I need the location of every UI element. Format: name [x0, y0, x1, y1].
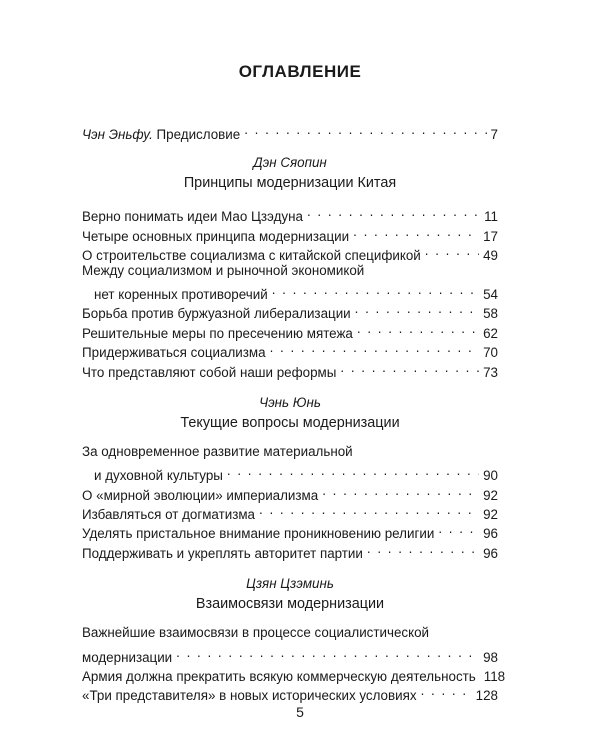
- toc-entry-text: «Три представителя» в новых исторических условиях: [82, 688, 417, 704]
- toc-page-number: 92: [483, 487, 498, 503]
- toc-entry: [82, 202, 498, 225]
- toc-entry-text-continued: модернизации: [82, 649, 173, 665]
- toc-page-number: 62: [483, 325, 498, 341]
- toc-page-number: 49: [483, 248, 498, 264]
- toc-entry-text: Между социализмом и рыночной экономикой: [82, 262, 365, 278]
- dot-leader: [322, 481, 479, 500]
- dot-leader: [355, 299, 479, 318]
- page-title: ОГЛАВЛЕНИЕ: [238, 62, 362, 81]
- dot-leader: [438, 519, 479, 538]
- preface-title: Предисловие: [152, 127, 241, 142]
- toc-entry-text: Важнейшие взаимосвязи в процессе социалистической: [82, 625, 430, 641]
- toc-entry: [82, 280, 498, 302]
- section-title: Текущие вопросы модернизации: [180, 414, 400, 431]
- table-of-contents: [82, 120, 506, 704]
- toc-entry-preface: [82, 120, 498, 142]
- page-number: 5: [296, 704, 304, 720]
- dot-leader: [425, 241, 479, 260]
- toc-page-number: 128: [475, 688, 498, 704]
- preface-author: Чэн Эньфу.: [82, 127, 153, 142]
- toc-entry-text-continued: нет коренных противоречий: [94, 286, 268, 302]
- toc-entry-text: Армия должна прекратить всякую коммерческую деятельность: [82, 669, 476, 685]
- toc-entry-text: Придерживаться социализма: [82, 345, 266, 361]
- section-author: Цзян Цзэминь: [246, 576, 334, 592]
- toc-entry-text: За одновременное развитие материальной: [82, 443, 353, 459]
- toc-entry: [82, 643, 498, 665]
- toc-entry-text: О строительстве социализма с китайской спецификой: [82, 248, 421, 264]
- dot-leader: [421, 681, 472, 700]
- toc-entry-text: Решительные меры по пресечению мятежа: [82, 325, 353, 341]
- section-title: Принципы модернизации Китая: [183, 175, 397, 192]
- toc-page-number: 11: [484, 209, 498, 225]
- toc-page-number: 96: [483, 526, 498, 542]
- toc-entry-text: Уделять пристальное внимание проникновению религии: [82, 526, 435, 542]
- toc-entry-text-continued: и духовной культуры: [94, 468, 223, 484]
- dot-leader: [353, 222, 479, 241]
- section-author: Чэнь Юнь: [259, 394, 321, 410]
- section-author: Дэн Сяопин: [253, 155, 327, 171]
- toc-entry-text: Борьба против буржуазной либерализации: [82, 306, 351, 322]
- toc-page-number: 96: [483, 545, 498, 561]
- dot-leader: [367, 539, 479, 558]
- toc-entry-text: Избавляться от догматизма: [82, 507, 255, 523]
- toc-entry-text: Поддерживать и укреплять авторитет партии: [82, 545, 363, 561]
- toc-entry-text: Четыре основных принципа модернизации: [82, 228, 350, 244]
- section-title: Взаимосвязи модернизации: [195, 596, 385, 613]
- toc-page-number: 98: [483, 649, 498, 665]
- toc-page-number: 7: [490, 127, 498, 142]
- toc-entry-text: Что представляют собой наши реформы: [82, 364, 337, 380]
- dot-leader: [227, 461, 479, 480]
- toc-page-number: 17: [483, 228, 498, 244]
- toc-entry-text: [82, 125, 240, 144]
- toc-page-number: 73: [483, 364, 498, 380]
- dot-leader: [244, 120, 486, 139]
- dot-leader: [307, 202, 480, 221]
- dot-leader: [259, 500, 479, 519]
- toc-page-number: 118: [483, 669, 506, 685]
- toc-entry-text: Верно понимать идеи Мао Цзэдуна: [82, 209, 303, 225]
- dot-leader: [270, 338, 480, 357]
- toc-page-number: 54: [483, 286, 498, 302]
- toc-entry-text: О «мирной эволюции» империализма: [82, 487, 319, 503]
- dot-leader: [357, 319, 479, 338]
- toc-page-number: 70: [483, 345, 498, 361]
- toc-page-number: 92: [483, 507, 498, 523]
- dot-leader: [340, 358, 479, 377]
- dot-leader: [272, 280, 479, 299]
- dot-leader: [176, 643, 479, 662]
- toc-page-number: 58: [483, 306, 498, 322]
- toc-entry: [82, 461, 498, 484]
- toc-page-number: 90: [483, 468, 498, 484]
